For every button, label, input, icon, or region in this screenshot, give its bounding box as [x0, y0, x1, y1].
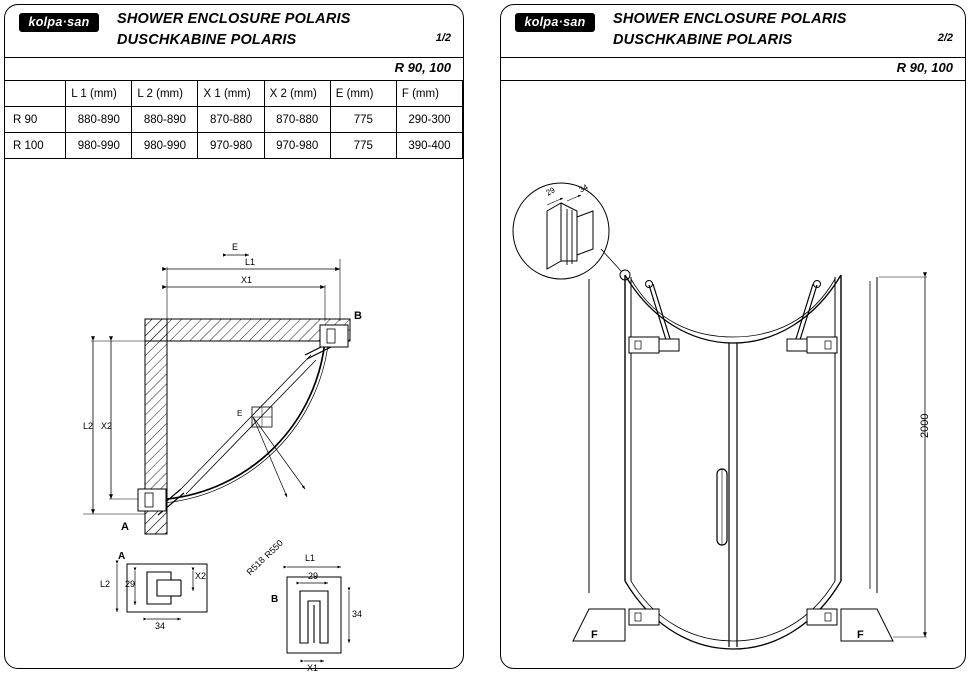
sheet-2-header	[501, 5, 965, 58]
cell-r100-e: 775	[330, 133, 396, 159]
model-code: R 90, 100	[394, 60, 451, 75]
label-foot-left: F	[591, 629, 598, 641]
detail-a-29: 29	[125, 579, 136, 589]
cell-r90-l2: 880-890	[132, 107, 198, 133]
cell-r90-l1: 880-890	[66, 107, 132, 133]
brand-logo: kolpa·san	[19, 13, 99, 32]
cell-r100-l2: 980-990	[132, 133, 198, 159]
label-foot-right: F	[857, 629, 864, 641]
table-row	[5, 107, 463, 133]
detail-a-marker: A	[118, 551, 126, 562]
sheet-page-2	[500, 4, 966, 669]
model-code: R 90, 100	[896, 60, 953, 75]
sheet-1-model-bar	[5, 58, 463, 81]
sheet-2-title	[613, 9, 847, 51]
detail-a-x2: X2	[195, 571, 207, 581]
cell-r100-l1: 980-990	[66, 133, 132, 159]
table-col-x2: X 2 (mm)	[264, 81, 330, 107]
title-line-de: DUSCHKABINE POLARIS	[117, 32, 297, 48]
detail-b-x1: X1	[307, 663, 319, 673]
detail-b-l1: L1	[305, 553, 316, 563]
sheet-page-1	[4, 4, 464, 673]
cell-r100-f: 390-400	[396, 133, 462, 159]
label-height-2000: 2000	[919, 413, 931, 438]
label-r550: R550	[262, 537, 285, 561]
label-x2: X2	[101, 421, 113, 431]
cell-r90-f: 290-300	[396, 107, 462, 133]
table-header-row	[5, 81, 463, 107]
table-col-e: E (mm)	[330, 81, 396, 107]
plan-view-svg	[5, 159, 463, 667]
cell-r90-e: 775	[330, 107, 396, 133]
label-r518: R518	[244, 554, 267, 578]
detail-b-29: 29	[308, 571, 319, 581]
detail-b-34: 34	[352, 609, 363, 619]
sheet-1-header	[5, 5, 463, 58]
detail-a-l2: L2	[100, 579, 111, 589]
label-detail-e: E	[237, 409, 243, 418]
row-label-r90: R 90	[5, 107, 66, 133]
brand-logo: kolpa·san	[515, 13, 595, 32]
sheet-1-title	[117, 9, 351, 51]
label-detail-dim-34: 34	[577, 182, 590, 195]
page-number: 2/2	[937, 32, 953, 44]
elevation-svg	[501, 81, 965, 670]
label-l2: L2	[83, 421, 94, 431]
detail-a-34: 34	[155, 621, 166, 631]
detail-b-marker: B	[271, 594, 279, 605]
plan-view-drawing	[5, 159, 463, 673]
label-x1: X1	[241, 275, 253, 285]
label-detail-dim-29: 29	[544, 185, 557, 198]
label-e-top: E	[232, 242, 239, 252]
table-col-x1: X 1 (mm)	[198, 81, 264, 107]
title-line-en: SHOWER ENCLOSURE POLARIS	[613, 11, 847, 27]
cell-r100-x1: 970-980	[198, 133, 264, 159]
cell-r90-x1: 870-880	[198, 107, 264, 133]
page-number: 1/2	[435, 32, 451, 44]
sheet-2-model-bar	[501, 58, 965, 81]
label-l1: L1	[245, 257, 256, 267]
title-line-de: DUSCHKABINE POLARIS	[613, 32, 793, 48]
row-label-r100: R 100	[5, 133, 66, 159]
table-col-f: F (mm)	[396, 81, 462, 107]
marker-b-plan: B	[354, 310, 362, 322]
marker-a-plan: A	[121, 521, 129, 533]
table-col-l1: L 1 (mm)	[66, 81, 132, 107]
dimension-table	[5, 81, 463, 159]
title-line-en: SHOWER ENCLOSURE POLARIS	[117, 11, 351, 27]
cell-r100-x2: 970-980	[264, 133, 330, 159]
table-corner-cell	[5, 81, 66, 107]
cell-r90-x2: 870-880	[264, 107, 330, 133]
elevation-drawing	[501, 81, 965, 670]
table-col-l2: L 2 (mm)	[132, 81, 198, 107]
table-row	[5, 133, 463, 159]
